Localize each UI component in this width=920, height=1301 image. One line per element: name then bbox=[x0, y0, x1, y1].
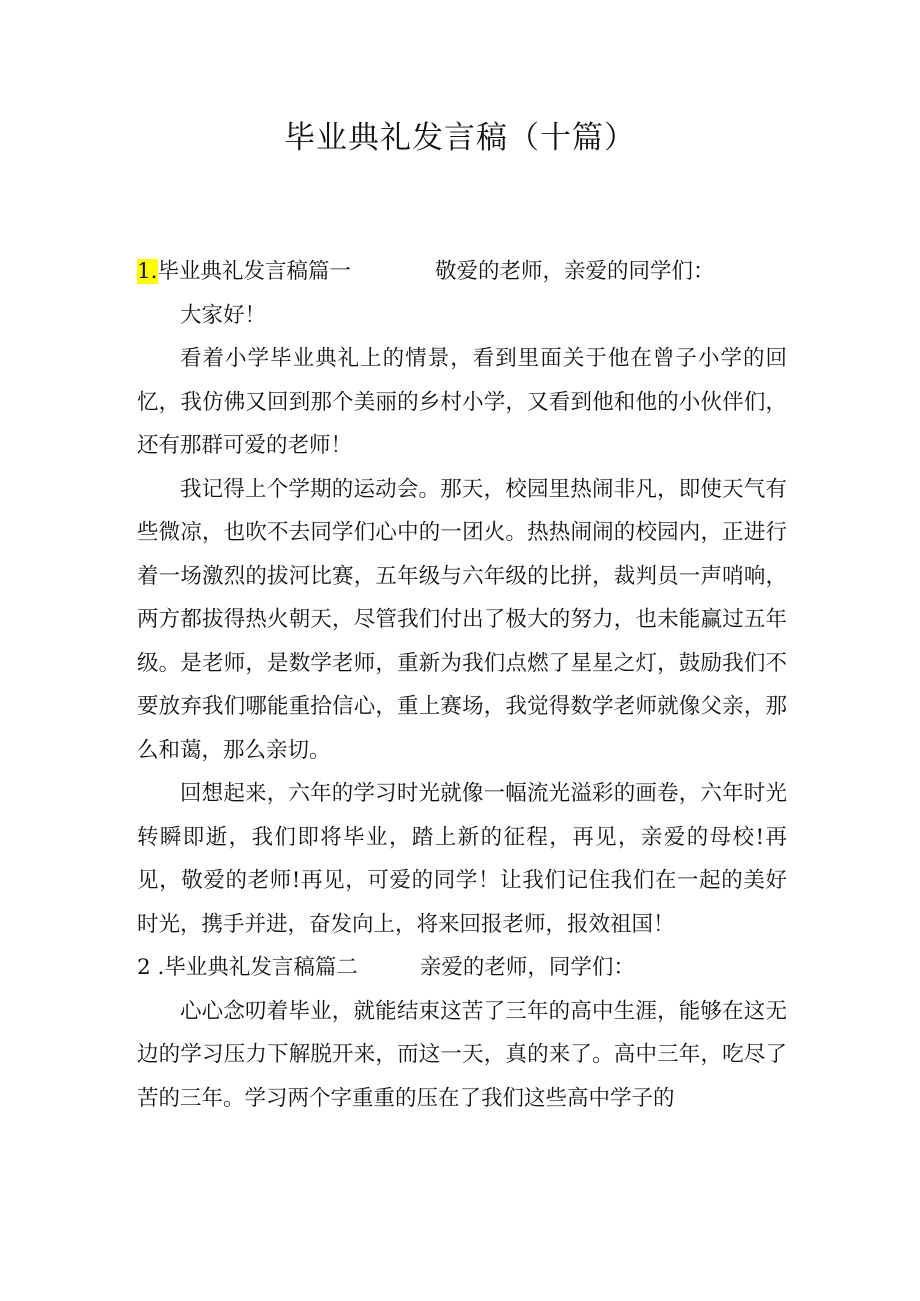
paragraph: 我记得上个学期的运动会。那天，校园里热闹非凡，即使天气有些微凉，也吹不去同学们心中的一团火。热热闹闹的校园内，正进行着一场激烈的拔河比赛，五年级与六年级的比拼，裁判员一声哨响，两方都拔得热火朝天，尽管我们付出了极大的努力，也未能赢过五年级。是老师，是数学老师，重新为我们点燃了星星之灯，鼓励我们不要放弃我们哪能重拾信心，重上赛场，我觉得数学老师就像父亲，那么和蔼，那么亲切。 bbox=[137, 476, 787, 763]
section-1-salutation: 敬爱的老师，亲爱的同学们： bbox=[435, 259, 715, 284]
paragraph: 回想起来，六年的学习时光就像一幅流光溢彩的画卷，六年时光转瞬即逝，我们即将毕业，踏上新的征程，再见，亲爱的母校!再见，敬爱的老师!再见，可爱的同学！让我们记住我们在一起的美好时光，携手并进，奋发向上，将来回报老师，报效祖国！ bbox=[137, 781, 787, 937]
section-2-number: 2 . bbox=[137, 955, 165, 980]
section-1-title: 毕业典礼发言稿篇一 bbox=[157, 259, 352, 284]
paragraph: 心心念叨着毕业，就能结束这苦了三年的高中生涯，能够在这无边的学习压力下解脱开来，而这一天，真的来了。高中三年，吃尽了苦的三年。学习两个字重重的压在了我们这些高中学子的 bbox=[137, 998, 787, 1111]
document-body bbox=[137, 250, 787, 1120]
section-2-title: 毕业典礼发言稿篇二 bbox=[164, 955, 358, 980]
section-2-heading bbox=[137, 946, 787, 990]
paragraph: 看着小学毕业典礼上的情景，看到里面关于他在曾子小学的回忆，我仿佛又回到那个美丽的乡村小学，又看到他和他的小伙伴们，还有那群可爱的老师！ bbox=[137, 346, 787, 458]
section-1-heading bbox=[137, 250, 787, 294]
section-1-number: 1. bbox=[137, 259, 158, 284]
document-title: 毕业典礼发言稿（十篇） bbox=[284, 120, 636, 156]
section-2-salutation: 亲爱的老师，同学们： bbox=[419, 955, 635, 980]
paragraph: 大家好！ bbox=[180, 302, 267, 328]
